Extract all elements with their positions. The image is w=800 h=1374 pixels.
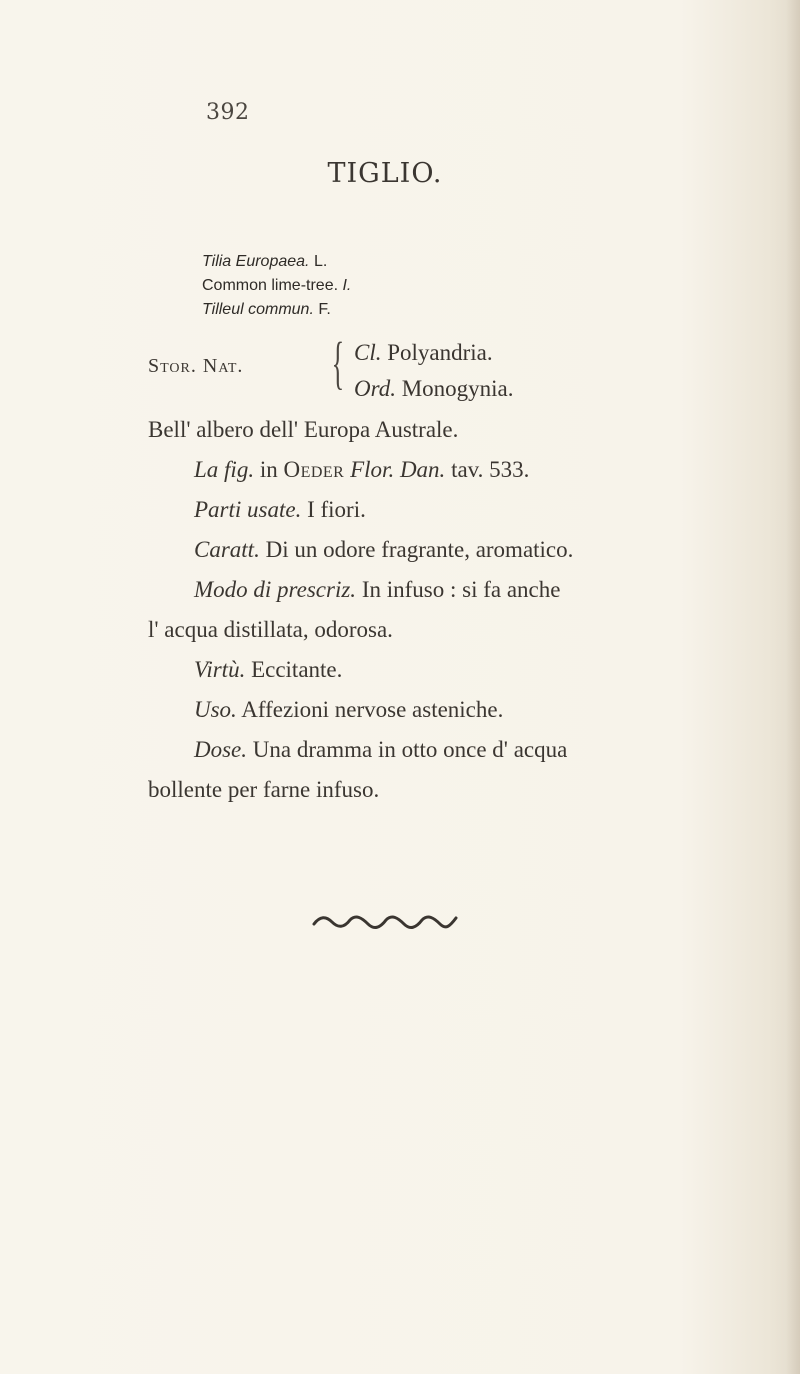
wavy-ornament-icon [310,912,460,936]
caratt-label: Caratt. [194,537,260,562]
virtu-line [148,650,768,690]
caratt-text: Di un odore fragrante, aromatico. [265,537,574,562]
dose-label: Dose. [194,737,248,762]
page-title: TIGLIO. [327,158,443,189]
uso-label: Uso. [194,697,237,722]
uso-text: Affezioni nervose asteniche. [241,697,504,722]
english-name-line [202,274,351,298]
latin-author: L. [313,253,328,270]
parti-label: Parti usate. [194,497,302,522]
french-author: F. [318,301,331,318]
english-author: I. [342,277,352,294]
class-label: Cl. [354,340,382,365]
class-line [354,335,514,371]
virtu-text: Eccitante. [251,657,343,682]
figure-author: Oeder [283,457,345,482]
page-number: 392 [206,100,250,125]
modo-line [148,570,768,610]
brace-icon: { [331,330,345,395]
common-names-block [202,250,351,322]
classification-block [354,335,514,407]
caratt-line [148,530,768,570]
modo-text-1: In infuso : si fa anche [361,577,561,602]
uso-line [148,690,768,730]
parti-text: I fiori. [307,497,366,522]
latin-name: Tilia Europaea. [202,253,310,270]
dose-text-1: Una dramma in otto once d' acqua [252,737,568,762]
dose-continuation-line: bollente per farne infuso. [148,777,380,802]
class-value: Polyandria. [387,340,493,365]
figure-reference: tav. 533. [451,457,530,482]
classification-label: Stor. Nat. [148,355,244,377]
intro-line: Bell' albero dell' Europa Australe. [148,417,459,442]
figure-label: La fig. [194,457,255,482]
parti-line [148,490,768,530]
french-name: Tilleul commun. [202,301,314,318]
virtu-label: Virtù. [194,657,246,682]
figure-work: Flor. Dan. [350,457,446,482]
order-label: Ord. [354,376,396,401]
dose-line [148,730,768,770]
entry-body [148,410,768,810]
order-line [354,371,514,407]
page-edge-shadow [786,0,800,1374]
order-value: Monogynia. [401,376,514,401]
figure-in: in [259,457,278,482]
latin-name-line [202,250,351,274]
figure-line [148,450,768,490]
modo-continuation-line: l' acqua distillata, odorosa. [148,617,393,642]
modo-label: Modo di prescriz. [194,577,357,602]
french-name-line [202,298,351,322]
english-name: Common lime-tree. [202,277,339,294]
